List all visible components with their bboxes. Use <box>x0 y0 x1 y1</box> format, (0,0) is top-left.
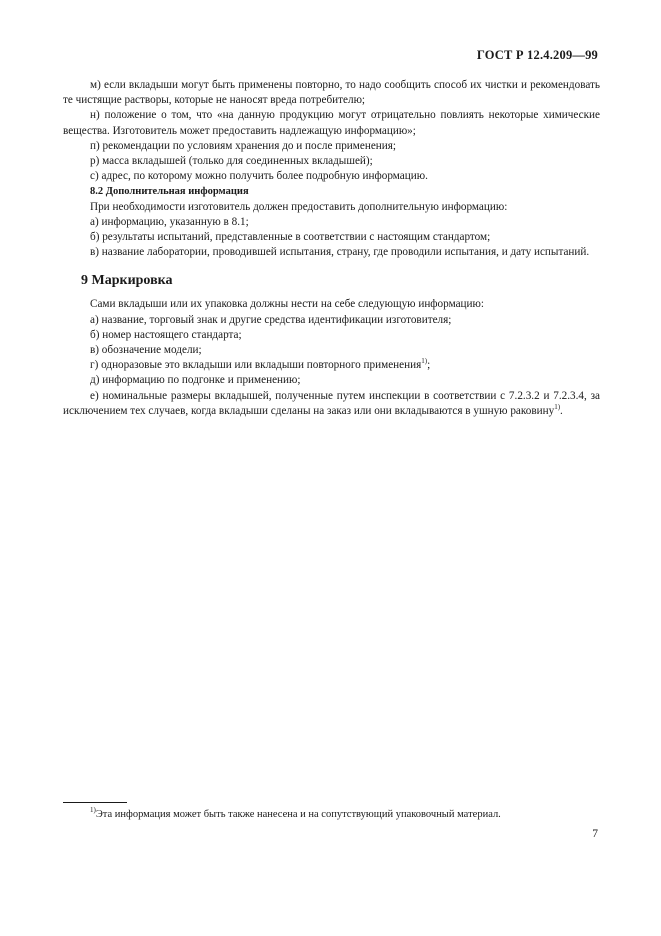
footnote <box>90 808 501 821</box>
paragraph: Сами вкладыши или их упаковка должны нести на себе следующую информацию: <box>90 298 484 311</box>
list-item: н) положение о том, что «на данную продукцию могут отрицательно повлиять некоторые химические вещества. Изготовитель может предоставить надлежащую информацию»; <box>63 109 600 137</box>
list-item: б) номер настоящего стандарта; <box>90 328 242 341</box>
list-item <box>63 358 600 373</box>
list-item: с) адрес, по которому можно получить более подробную информацию. <box>90 170 428 183</box>
list-item: в) обозначение модели; <box>90 344 202 357</box>
list-item-punct: ; <box>427 359 431 372</box>
list-item: а) информацию, указанную в 8.1; <box>90 215 249 228</box>
page-body <box>63 78 600 419</box>
list-item-punct: . <box>560 404 563 417</box>
list-item: а) название, торговый знак и другие средства идентификации изготовителя; <box>90 313 452 326</box>
paragraph: При необходимости изготовитель должен предоставить дополнительную информацию: <box>90 200 508 213</box>
section-heading: 9 Маркировка <box>81 273 173 289</box>
list-item-text: е) номинальные размеры вкладышей, полученные путем инспекции в соответствии с 7.2.3.2 и 7.2.3.4, за исключением тех случаев, когда вкладыши сделаны на заказ или они вкладываются в ушную раковину <box>63 389 600 417</box>
list-item: д) информацию по подгонке и применению; <box>90 374 301 387</box>
footnote-text: Эта информация может быть также нанесена и на сопутствующий упаковочный материал. <box>95 809 501 820</box>
list-item: б) результаты испытаний, представленные в соответствии с настоящим стандартом; <box>90 231 491 244</box>
list-item-text: г) одноразовые это вкладыши или вкладыши повторного применения <box>90 359 422 372</box>
list-item: в) название лаборатории, проводившей испытания, страну, где проводили испытания, и дату испытаний. <box>90 246 590 259</box>
list-item: р) масса вкладышей (только для соединенных вкладышей); <box>90 155 373 168</box>
footnote-mark: 1) <box>90 806 96 814</box>
list-item: п) рекомендации по условиям хранения до и после применения; <box>90 139 397 152</box>
subsection-heading: 8.2 Дополнительная информация <box>90 186 249 198</box>
list-item: м) если вкладыши могут быть применены повторно, то надо сообщить способ их чистки и рекомендовать те чистящие растворы, которые не наносят вреда потребителю; <box>63 79 600 107</box>
footnote-reference: 1) <box>421 357 428 366</box>
document-header: ГОСТ Р 12.4.209—99 <box>476 48 598 62</box>
list-item <box>63 389 600 419</box>
page-number: 7 <box>592 828 598 840</box>
footnote-reference: 1) <box>554 402 561 411</box>
footnote-divider <box>63 802 127 803</box>
